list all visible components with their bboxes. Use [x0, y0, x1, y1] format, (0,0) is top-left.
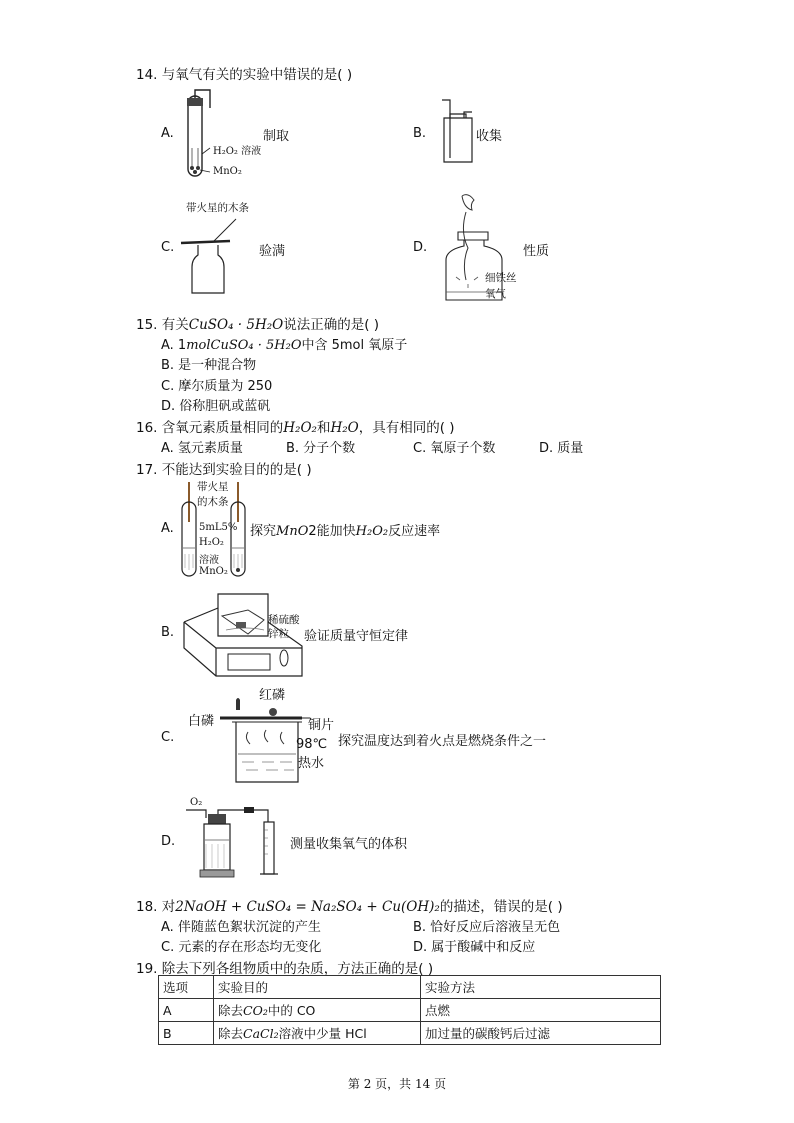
q17-c-label-hot-water: 热水 [298, 756, 325, 771]
q17-a-label-mno2: MnO₂ [199, 566, 228, 577]
q19-row-b-aim-formula: CaCl₂ [243, 1026, 279, 1041]
q18-option-b[interactable]: B. 恰好反应后溶液呈无色 [413, 920, 561, 935]
q14-c-label-splint: 带火星的木条 [186, 202, 249, 214]
q19-row-a-aim-formula: CO₂ [243, 1003, 268, 1018]
q17-c-caption: 探究温度达到着火点是燃烧条件之一 [338, 734, 547, 749]
q18-option-d[interactable]: D. 属于酸碱中和反应 [413, 940, 536, 955]
q17-c-label-white-phosphorus: 白磷 [188, 714, 215, 729]
q14-b-gas-bottle-diagram [438, 98, 478, 166]
q14-d-caption: 性质 [523, 244, 550, 259]
q15-option-b[interactable]: B. 是一种混合物 [161, 358, 257, 373]
q18-stem [136, 895, 563, 915]
q17-a-cap-h2o2: H₂O₂ [355, 524, 389, 539]
page-footer: 第 2 页，共 14 页 [347, 1077, 447, 1091]
q19-header-option: 选项 [159, 976, 214, 999]
q15-a-formula: molCuSO₄ · 5H₂O [186, 338, 302, 353]
q18-stem-post: 的描述，错误的是( ) [439, 899, 563, 915]
q16-option-c[interactable]: C. 氧原子个数 [413, 441, 496, 456]
q19-row-a-option: A [159, 999, 214, 1022]
q14-option-a-letter[interactable]: A. [161, 126, 174, 141]
q19-row-a-aim-pre: 除去 [218, 1003, 244, 1018]
q19-row-a-aim-post: 中的 CO [267, 1003, 316, 1018]
q17-b-label-acid: 稀硫酸 [268, 614, 300, 626]
q18-option-c[interactable]: C. 元素的存在形态均无变化 [161, 940, 322, 955]
q17-c-label-red-phosphorus: 红磷 [259, 688, 286, 703]
q19-row-b-aim-pre: 除去 [218, 1026, 244, 1041]
q17-a-label-5ml: 5mL5% [199, 522, 238, 533]
q14-d-label-oxygen: 氧气 [485, 288, 506, 300]
q19-table [158, 975, 661, 1045]
q15-a-pre: A. 1 [161, 338, 187, 353]
q19-row-a-aim [214, 999, 421, 1022]
q15-stem-post: 说法正确的是( ) [283, 317, 380, 333]
q17-c-label-temp: 98℃ [296, 737, 328, 752]
q19-header-aim: 实验目的 [214, 976, 421, 999]
q17-a-label-splint-1: 带火星 [197, 481, 229, 493]
q17-a-label-h2o2: H₂O₂ [199, 537, 224, 548]
q16-option-d[interactable]: D. 质量 [539, 441, 584, 456]
q19-header-method: 实验方法 [421, 976, 661, 999]
q17-stem: 17. 不能达到实验目的的是( ) [136, 462, 312, 478]
table-row [159, 999, 661, 1022]
q15-a-post: 中含 5mol 氧原子 [301, 338, 408, 353]
q17-b-label-zinc: 锌粒 [268, 628, 289, 640]
q17-d-caption: 测量收集氧气的体积 [290, 837, 408, 852]
q16-formula-h2o: H₂O [330, 420, 359, 436]
q14-option-b-letter[interactable]: B. [413, 126, 427, 141]
q15-stem-formula: CuSO₄ · 5H₂O [188, 317, 284, 333]
q15-option-a[interactable] [161, 334, 407, 353]
q14-c-bottle-diagram [176, 215, 256, 297]
q18-option-a[interactable]: A. 伴随蓝色絮状沉淀的产生 [161, 920, 321, 935]
table-row [159, 1022, 661, 1045]
q14-a-caption: 制取 [263, 129, 290, 144]
q17-c-label-copper: 铜片 [308, 718, 335, 733]
q17-option-c-letter[interactable]: C. [161, 730, 175, 745]
q17-a-label-solution: 溶液 [199, 555, 219, 566]
q17-a-cap-mno: MnO [276, 524, 309, 539]
q16-option-a[interactable]: A. 氢元素质量 [161, 441, 243, 456]
q16-formula-h2o2: H₂O₂ [283, 420, 317, 436]
q15-option-d[interactable]: D. 俗称胆矾或蓝矾 [161, 399, 271, 414]
q14-stem: 14. 与氧气有关的实验中错误的是( ) [136, 67, 353, 83]
q19-row-b-method: 加过量的碳酸钙后过滤 [421, 1022, 661, 1045]
q17-a-cap-post: 反应速率 [388, 524, 441, 539]
q17-option-d-letter[interactable]: D. [161, 834, 176, 849]
q19-row-b-aim [214, 1022, 421, 1045]
q16-option-b[interactable]: B. 分子个数 [286, 441, 356, 456]
q16-stem-mid: 和 [316, 420, 331, 436]
q16-stem-pre: 16. 含氧元素质量相同的 [136, 420, 284, 436]
q17-a-label-splint-2: 的木条 [197, 496, 229, 508]
q17-option-b-letter[interactable]: B. [161, 625, 175, 640]
q17-option-a-letter[interactable]: A. [161, 521, 174, 536]
q17-d-gas-collection-diagram [184, 800, 284, 878]
q17-a-cap-pre: 探究 [250, 524, 277, 539]
q17-b-caption: 验证质量守恒定律 [304, 629, 409, 644]
q14-d-label-iron-wire: 细铁丝 [485, 272, 517, 284]
q14-c-caption: 验满 [259, 244, 286, 259]
q16-stem [136, 416, 455, 436]
q14-d-iron-wire-diagram [438, 192, 518, 304]
q19-row-a-method: 点燃 [421, 999, 661, 1022]
q14-option-c-letter[interactable]: C. [161, 240, 175, 255]
q19-row-b-aim-post: 溶液中少量 HCl [278, 1026, 367, 1041]
q17-a-cap-mid: 2能加快 [308, 524, 356, 539]
q15-option-c[interactable]: C. 摩尔质量为 250 [161, 379, 273, 394]
q19-row-b-option: B [159, 1022, 214, 1045]
q19-table-header-row [159, 976, 661, 999]
q16-stem-post: ，具有相同的( ) [358, 420, 455, 436]
q18-equation: 2NaOH + CuSO₄ = Na₂SO₄ + Cu(OH)₂ [175, 899, 440, 915]
q15-stem-pre: 15. 有关 [136, 317, 189, 333]
q15-stem [136, 313, 379, 333]
q17-d-label-o2: O₂ [190, 797, 203, 808]
q14-a-label-mno2: MnO₂ [213, 166, 242, 177]
q14-option-d-letter[interactable]: D. [413, 240, 428, 255]
q14-a-label-h2o2: H₂O₂ 溶液 [213, 146, 262, 157]
q18-stem-pre: 18. 对 [136, 899, 176, 915]
q14-b-caption: 收集 [476, 129, 503, 144]
q19-stem: 19. 除去下列各组物质中的杂质，方法正确的是( ) [136, 961, 434, 977]
q17-a-caption [250, 520, 440, 539]
